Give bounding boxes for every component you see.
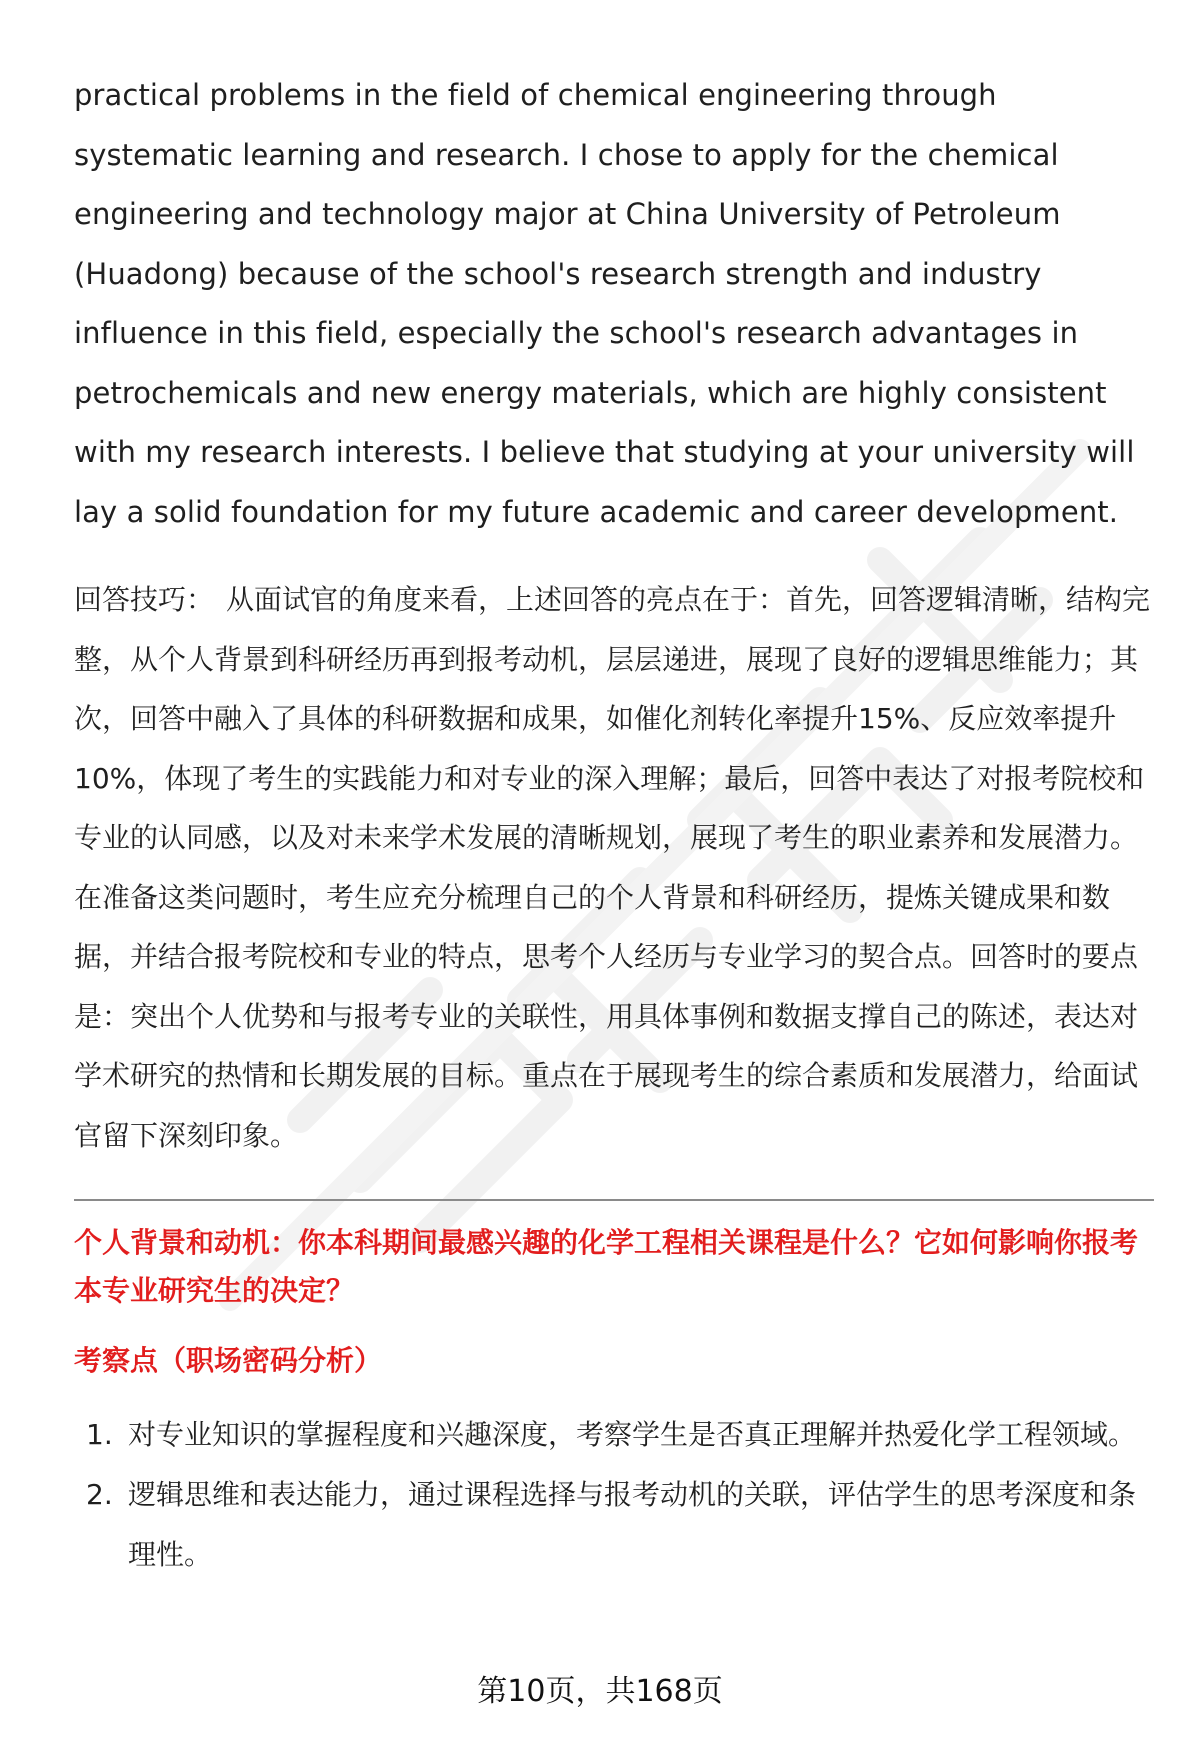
list-item [74,1465,1154,1585]
section-divider [74,1199,1154,1201]
list-item [74,1405,1154,1465]
assessment-list [74,1405,1154,1585]
list-item-text: 逻辑思维和表达能力，通过课程选择与报考动机的关联，评估学生的思考深度和条理性。 [128,1478,1137,1571]
main-content [74,66,1154,1585]
answer-tip-text: 从面试官的角度来看，上述回答的亮点在于：首先，回答逻辑清晰，结构完整，从个人背景到科研经历再到报考动机，层层递进，展现了良好的逻辑思维能力；其次，回答中融入了具体的科研数据和成果，如催化剂转化率提升15%、反应效率提升10%，体现了考生的实践能力和对专业的深入理解；最后，回答中表达了对报考院校和专业的认同感，以及对未来学术发展的清晰规划，展现了考生的职业素养和发展潜力。在准备这类问题时，考生应充分梳理自己的个人背景和科研经历，提炼关键成果和数据，并结合报考院校和专业的特点，思考个人经历与专业学习的契合点。回答时的要点是：突出个人优势和与报考专业的关联性，用具体事例和数据支撑自己的陈述，表达对学术研究的热情和长期发展的目标。重点在于展现考生的综合素质和发展潜力，给面试官留下深刻印象。 [74,583,1151,1152]
answer-tip-label: 回答技巧： [74,583,215,616]
assessment-heading: 考察点（职场密码分析） [74,1344,383,1377]
list-item-number: 2. [86,1478,113,1511]
page-footer: 第10页，共168页 [477,1674,723,1709]
question-heading: 个人背景和动机：你本科期间最感兴趣的化学工程相关课程是什么？它如何影响你报考本专业研究生的决定？ [74,1226,1139,1307]
list-item-text: 对专业知识的掌握程度和兴趣深度，考察学生是否真正理解并热爱化学工程领域。 [128,1418,1137,1451]
answer-paragraph: practical problems in the field of chemical engineering through systematic learning and research. I chose to apply for the chemical engineering and technology major at China University of Petroleum (Huadong) because of the school's research strength and industry influence in this field, especially the school's research advantages in petrochemicals and new energy materials, which are highly consistent with my research interests. I believe that studying at your university will lay a solid foundation for my future academic and career development. [74,78,1135,529]
list-item-number: 1. [86,1418,113,1451]
answer-tip [74,570,1154,1165]
